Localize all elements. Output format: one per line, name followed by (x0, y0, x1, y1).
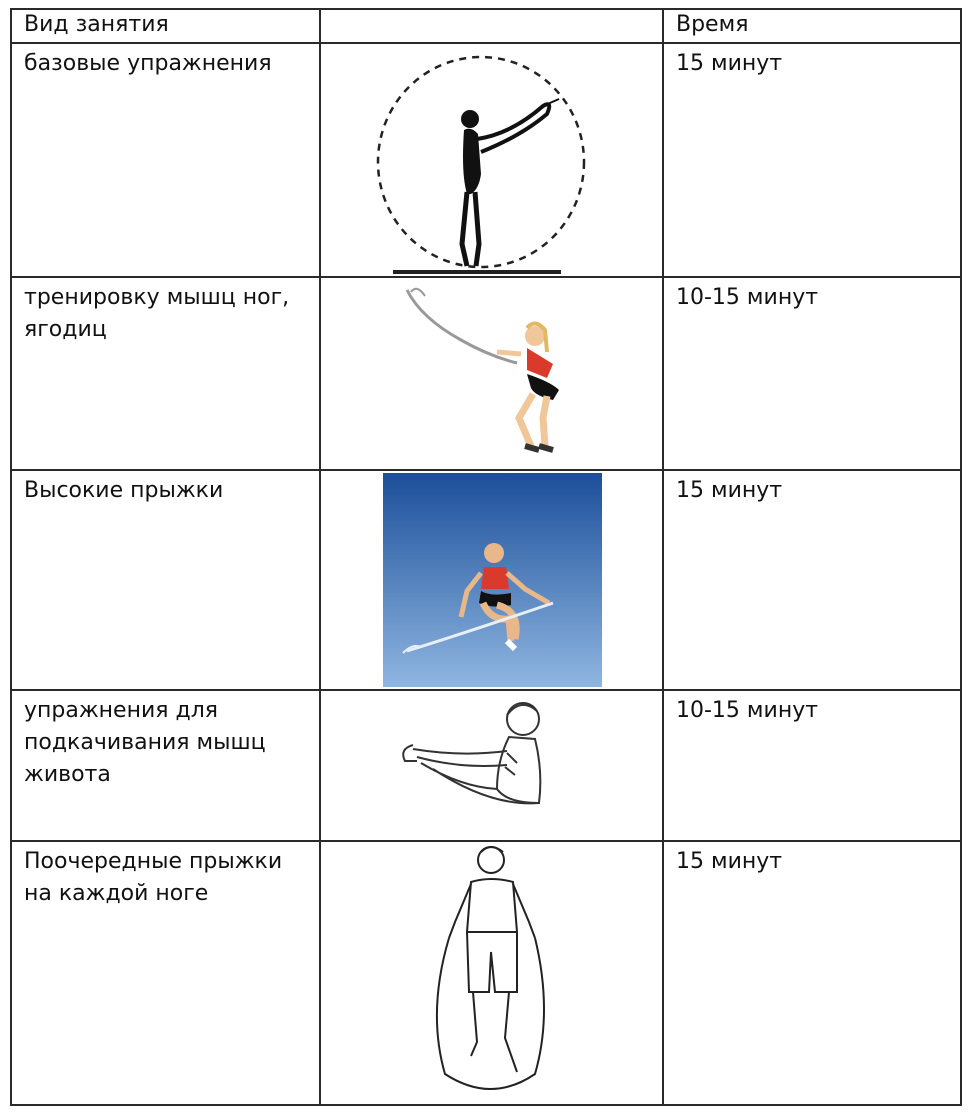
time-cell (663, 690, 961, 841)
time-label: 15 минут (676, 51, 783, 76)
abs-rope-figure-icon (321, 691, 664, 840)
illustration-cell (320, 841, 663, 1105)
high-jump-photo-icon (321, 471, 664, 689)
workout-table (10, 8, 962, 1106)
activity-label: тренировку мышц ног, ягодиц (24, 285, 290, 342)
activity-cell (11, 690, 320, 841)
activity-label: Высокие прыжки (24, 478, 224, 503)
header-row (11, 9, 961, 43)
table-row (11, 277, 961, 470)
alternate-leg-jump-figure-icon (321, 842, 664, 1104)
illustration-cell (320, 277, 663, 470)
activity-label: базовые упражнения (24, 51, 272, 76)
activity-cell (11, 43, 320, 277)
time-cell (663, 43, 961, 277)
illustration-cell (320, 43, 663, 277)
time-label: 10-15 минут (676, 285, 819, 310)
squat-rope-figure-icon (321, 278, 664, 469)
header-time: Время (663, 9, 961, 43)
table-row (11, 43, 961, 277)
activity-cell (11, 841, 320, 1105)
time-label: 15 минут (676, 849, 783, 874)
header-picture (320, 9, 663, 43)
time-cell (663, 470, 961, 690)
table-row (11, 690, 961, 841)
activity-label: Поочередные прыжки на каждой ноге (24, 849, 283, 906)
activity-label: упражнения для подкачивания мышц живота (24, 698, 266, 787)
time-cell (663, 277, 961, 470)
time-cell (663, 841, 961, 1105)
header-activity: Вид занятия (11, 9, 320, 43)
activity-cell (11, 277, 320, 470)
illustration-cell (320, 470, 663, 690)
table-row (11, 470, 961, 690)
table-row (11, 841, 961, 1105)
circle-jump-figure-icon (321, 44, 664, 276)
time-label: 10-15 минут (676, 698, 819, 723)
activity-cell (11, 470, 320, 690)
illustration-cell (320, 690, 663, 841)
time-label: 15 минут (676, 478, 783, 503)
